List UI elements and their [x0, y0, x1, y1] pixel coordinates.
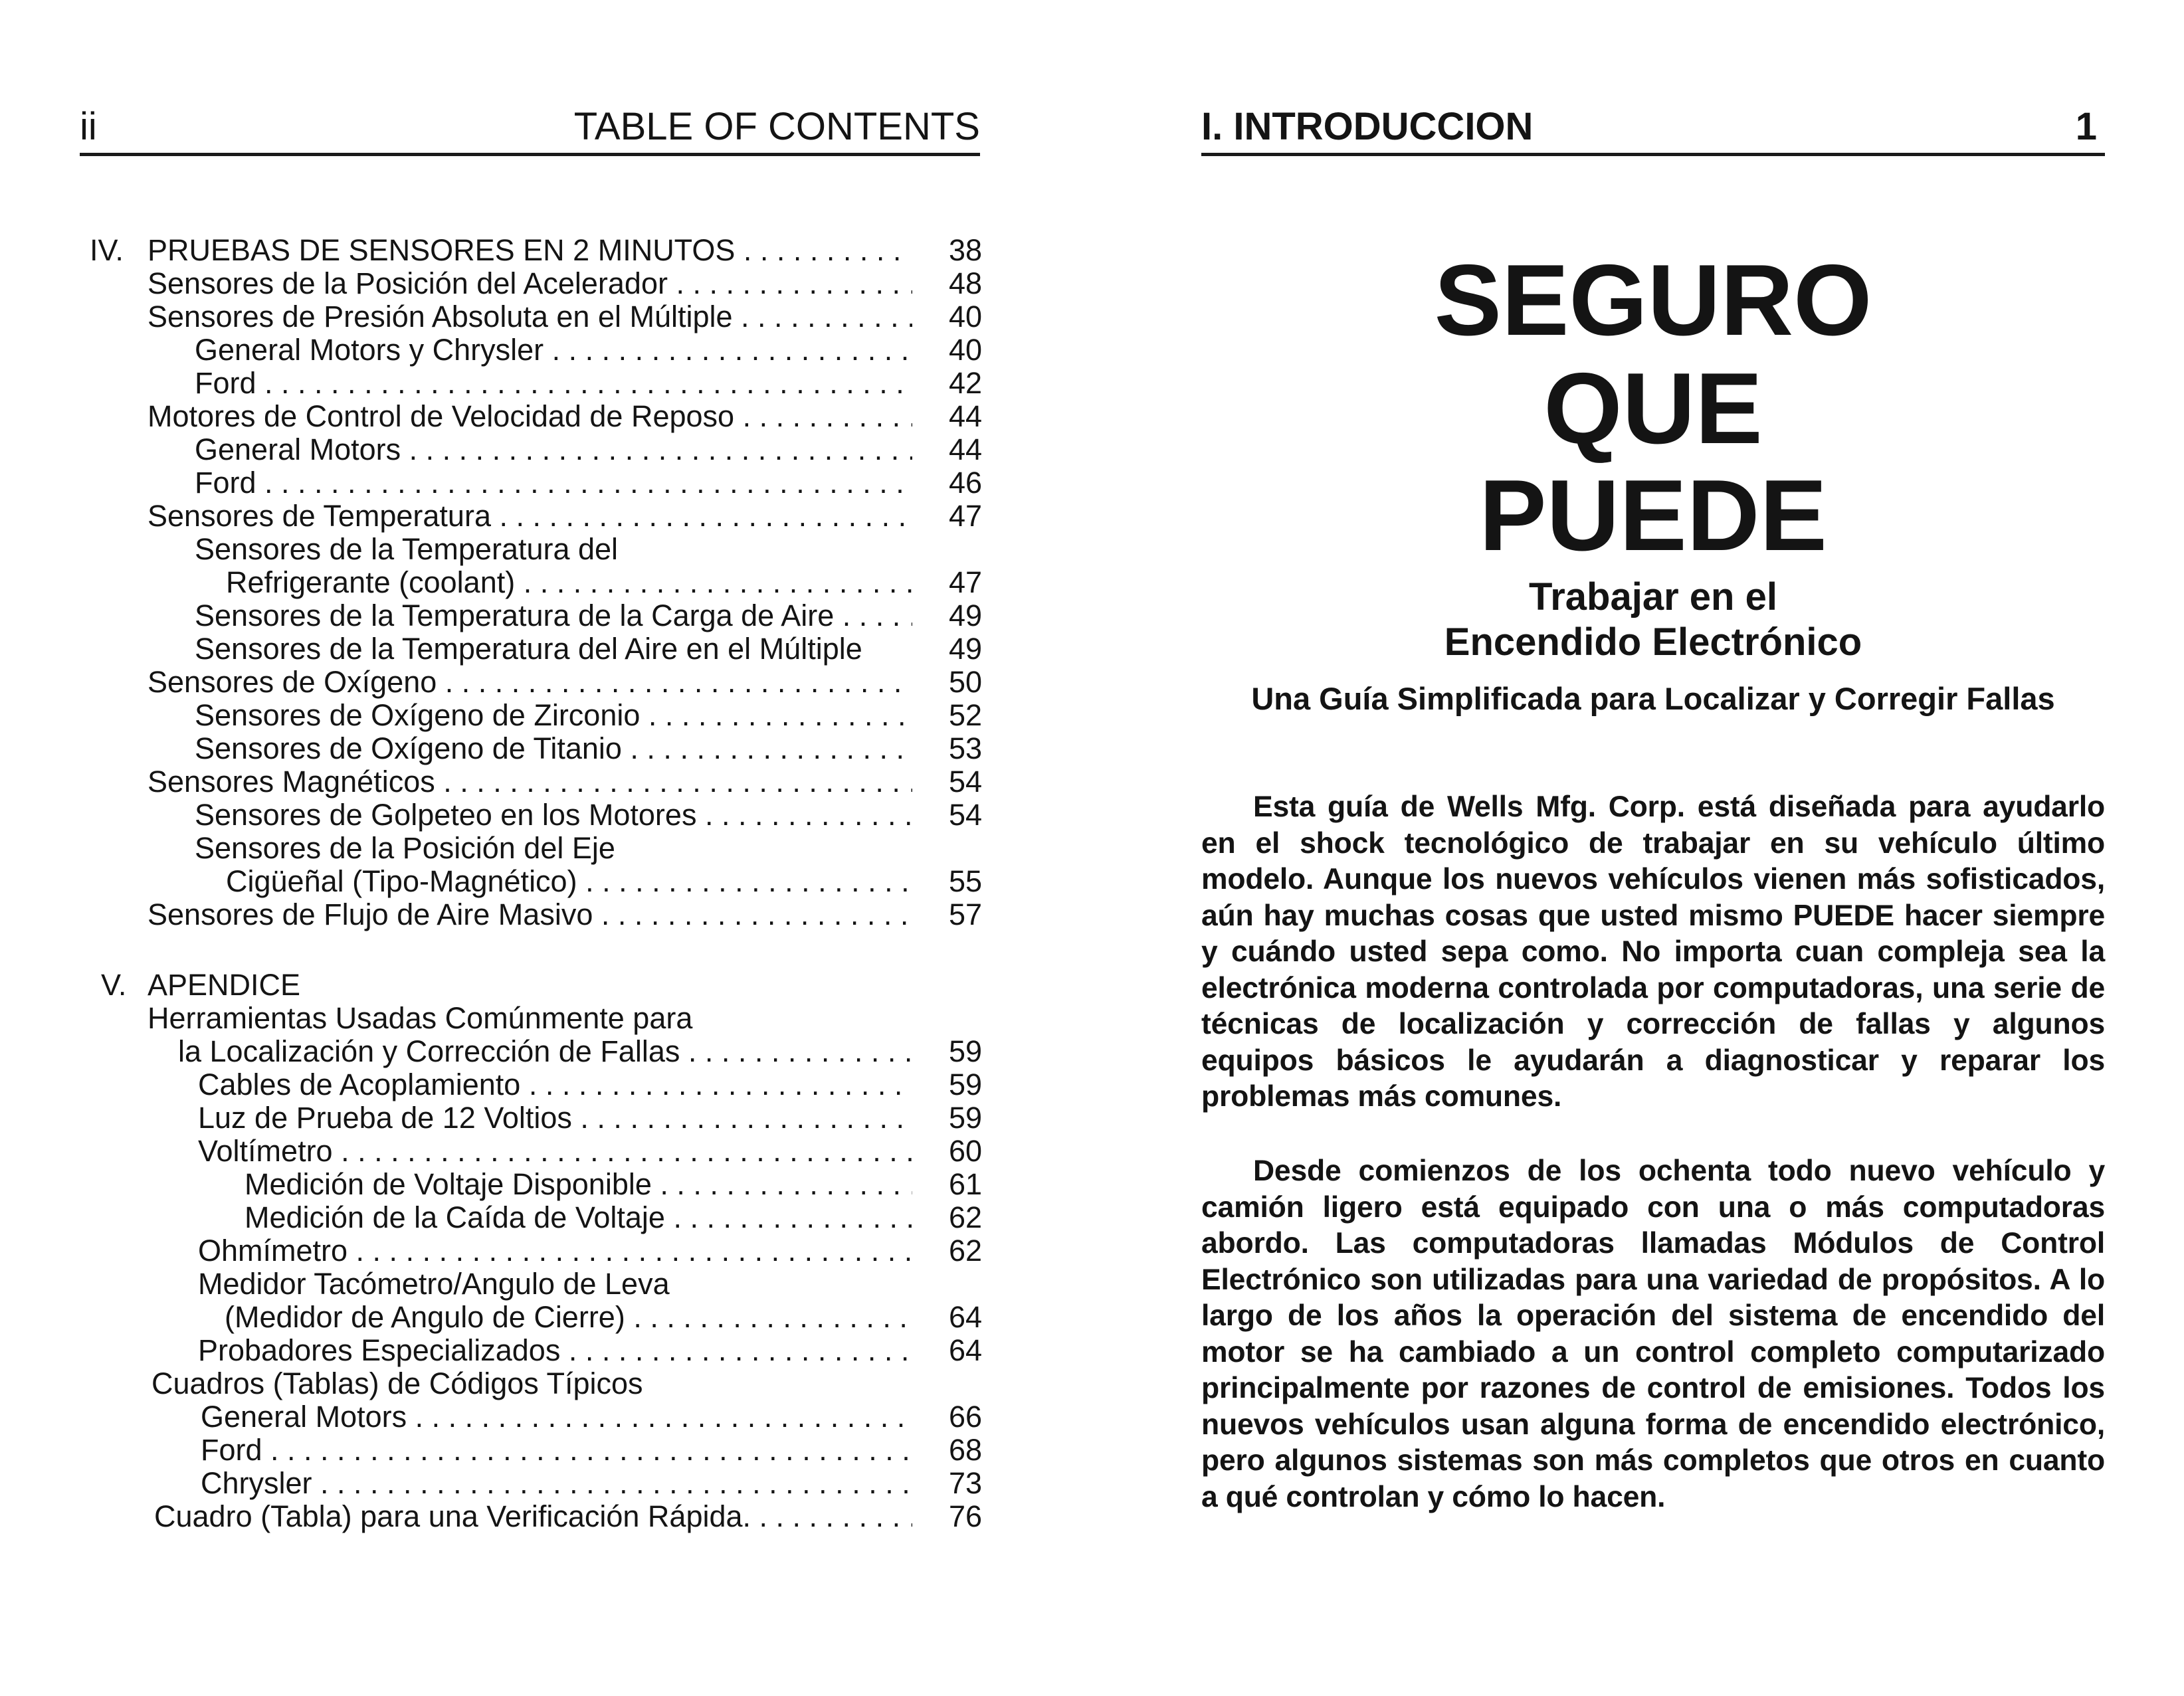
toc-entry-text: Sensores de Temperatura . . . — [148, 500, 912, 533]
toc-entry-text: Sensores de Oxígeno de Zirconio . . . — [195, 699, 912, 732]
right-page-number: 1 — [2075, 105, 2097, 148]
toc-entry — [225, 1301, 982, 1334]
toc-entry-text: la Localización y Corrección de Fallas . . . — [178, 1035, 912, 1068]
toc-entry — [198, 1334, 982, 1367]
toc-entry-page: 38 — [948, 233, 982, 267]
toc-entry — [148, 969, 982, 1002]
toc-entry-text: Sensores de la Posición del Acelerador . . . — [148, 267, 912, 300]
toc-entry-page: 61 — [948, 1167, 982, 1201]
toc-entry-text: Sensores de Flujo de Aire Masivo . . . — [148, 898, 912, 931]
intro-paragraph: Desde comienzos de los ochenta todo nuevo vehículo y camión ligero está equipado con una o más computadoras abordo. Las computadoras llamadas Módulos de Control Electrónico son utilizadas para una variedad de propósitos. A lo largo de los años la operación del sistema de encendido del motor se ha cambiado a un control completo computarizado principalmente por razones de control de emisiones. Todos los nuevos vehículos usan alguna forma de encendido electrónico, pero algunos sistemas son más completos que otros en cuanto a qué controlan y cómo lo hacen. — [1201, 1155, 2105, 1513]
toc-entry-page: 64 — [948, 1333, 982, 1367]
toc-entry-page — [924, 832, 982, 865]
toc-entry-text: Probadores Especializados . . . — [198, 1334, 912, 1367]
toc-entry — [178, 1035, 982, 1068]
toc-entry — [195, 832, 982, 865]
toc-entry-page — [924, 1002, 982, 1035]
subtitle-line: Encendido Electrónico — [1444, 620, 1862, 664]
toc-entry-text: Sensores de Golpeteo en los Motores . . . — [195, 799, 912, 832]
toc-entry — [201, 1467, 982, 1500]
chapter-header-title: I. INTRODUCCION — [1201, 105, 1534, 148]
toc-entry-page — [924, 533, 982, 566]
toc-entry — [148, 898, 982, 931]
left-page — [0, 0, 1063, 1696]
toc-entry-text: Motores de Control de Velocidad de Reposo . . . — [148, 400, 912, 433]
toc-entry-page: 40 — [948, 333, 982, 367]
intro-paragraph: Esta guía de Wells Mfg. Corp. está diseñada para ayudarlo en el shock tecnológico de trabajar en su vehículo último modelo. Aunque los nuevos vehículos vienen más sofisticados, aún hay muchas cosas que usted mismo PUEDE hacer siempre y cuándo usted sepa como. No importa cuan compleja sea la electrónica moderna controlada por computadoras, una serie de técnicas de localización y corrección de fallas y algunos equipos básicos le ayudarán a diagnosticar y reparar los problemas más comunes. — [1201, 791, 2105, 1113]
toc-entry — [148, 1002, 982, 1035]
table-of-contents — [0, 0, 1063, 1696]
toc-entry-text: Luz de Prueba de 12 Voltios . . . — [198, 1101, 912, 1135]
toc-entry-page: 62 — [948, 1200, 982, 1234]
toc-section-number: IV. — [90, 233, 124, 267]
toc-entry — [148, 300, 982, 333]
toc-entry — [198, 1101, 982, 1135]
toc-entry-text: Cuadro (Tabla) para una Verificación Rápida. . . . — [154, 1500, 912, 1533]
toc-entry-page: 49 — [948, 599, 982, 632]
toc-entry-text: Cigüeñal (Tipo-Magnético) . . . — [226, 865, 912, 898]
toc-entry-page: 47 — [948, 499, 982, 533]
toc-entry-text: Sensores de Presión Absoluta en el Múltiple . . . — [148, 300, 912, 333]
toc-entry-page: 55 — [948, 864, 982, 898]
toc-entry — [195, 433, 982, 466]
toc-entry — [195, 533, 982, 566]
toc-entry-text: Chrysler . . . — [201, 1467, 912, 1500]
toc-entry-text: Sensores de la Temperatura del — [195, 533, 619, 566]
toc-entry-page: 50 — [948, 665, 982, 699]
toc-entry-page: 60 — [948, 1134, 982, 1168]
toc-entry-text: Ohmímetro . . . — [198, 1234, 912, 1268]
toc-entry — [151, 1367, 982, 1400]
toc-entry-page: 40 — [948, 300, 982, 333]
toc-entry — [148, 765, 982, 799]
toc-entry-page: 52 — [948, 698, 982, 732]
toc-entry-page: 57 — [948, 897, 982, 931]
toc-entry-text: PRUEBAS DE SENSORES EN 2 MINUTOS . . . — [148, 234, 912, 267]
toc-entry — [226, 566, 982, 599]
toc-entry — [226, 865, 982, 898]
title-line: PUEDE — [1479, 459, 1827, 572]
toc-entry — [195, 367, 982, 400]
toc-entry-text: Cables de Acoplamiento . . . — [198, 1068, 912, 1101]
toc-entry-text: Sensores de la Temperatura del Aire en el Múltiple — [195, 632, 862, 666]
toc-entry — [198, 1268, 982, 1301]
toc-entry-text: Cuadros (Tablas) de Códigos Típicos — [151, 1367, 643, 1400]
toc-entry-page: 49 — [948, 632, 982, 666]
toc-entry — [245, 1168, 982, 1201]
tagline: Una Guía Simplificada para Localizar y Corregir Fallas — [1251, 681, 2055, 716]
toc-entry — [154, 1500, 982, 1533]
toc-entry-page: 66 — [948, 1400, 982, 1434]
toc-header-title: TABLE OF CONTENTS — [573, 105, 980, 148]
toc-entry-page: 59 — [948, 1101, 982, 1135]
toc-entry-page: 59 — [948, 1068, 982, 1101]
toc-entry-text: Herramientas Usadas Comúnmente para — [148, 1002, 693, 1035]
toc-entry-text: Sensores Magnéticos . . . — [148, 765, 912, 799]
toc-entry-text: General Motors y Chrysler . . . — [195, 333, 912, 367]
toc-entry — [245, 1201, 982, 1234]
toc-entry — [198, 1068, 982, 1101]
toc-entry-page: 42 — [948, 366, 982, 400]
toc-entry-text: (Medidor de Angulo de Cierre) . . . — [225, 1301, 912, 1334]
toc-entry-page: 68 — [948, 1433, 982, 1467]
left-page-number: ii — [80, 105, 97, 148]
toc-entry-text: Sensores de Oxígeno de Titanio . . . — [195, 732, 912, 765]
toc-entry-page — [924, 1268, 982, 1301]
toc-entry-page — [924, 1367, 982, 1400]
toc-entry — [195, 632, 982, 666]
toc-entry-text: Sensores de la Temperatura de la Carga de Aire . . . — [195, 599, 912, 632]
toc-entry-text: Ford . . . — [201, 1434, 912, 1467]
toc-entry-page: 62 — [948, 1234, 982, 1268]
toc-entry — [148, 234, 982, 267]
toc-entry — [148, 500, 982, 533]
toc-entry-text: Ford . . . — [195, 367, 912, 400]
toc-entry — [195, 333, 982, 367]
toc-entry — [148, 666, 982, 699]
toc-entry — [195, 699, 982, 732]
toc-entry — [201, 1400, 982, 1434]
toc-entry-page — [924, 969, 982, 1002]
toc-section-number: V. — [101, 968, 127, 1002]
toc-entry-page: 47 — [948, 565, 982, 599]
toc-entry-page: 54 — [948, 798, 982, 832]
toc-entry-page: 53 — [948, 731, 982, 765]
toc-entry-page: 76 — [948, 1499, 982, 1533]
toc-entry-text: Sensores de la Posición del Eje — [195, 832, 615, 865]
toc-entry — [148, 267, 982, 300]
toc-entry — [148, 400, 982, 433]
toc-entry-text: Voltímetro . . . — [198, 1135, 912, 1168]
toc-entry — [195, 466, 982, 500]
toc-entry-page: 44 — [948, 432, 982, 466]
toc-entry-page: 44 — [948, 399, 982, 433]
toc-entry-page: 64 — [948, 1300, 982, 1334]
toc-entry-text: Refrigerante (coolant) . . . — [226, 566, 912, 599]
toc-entry-text: Medidor Tacómetro/Angulo de Leva — [198, 1268, 670, 1301]
toc-entry-text: APENDICE — [148, 969, 301, 1002]
toc-entry-page: 73 — [948, 1466, 982, 1500]
toc-entry-text: General Motors . . . — [195, 433, 912, 466]
toc-entry-text: Medición de Voltaje Disponible . . . — [245, 1168, 912, 1201]
toc-entry-page: 46 — [948, 466, 982, 500]
toc-entry — [201, 1434, 982, 1467]
toc-entry-page: 48 — [948, 266, 982, 300]
right-page — [1063, 0, 2184, 1696]
toc-entry-page: 54 — [948, 765, 982, 799]
toc-entry-text: Sensores de Oxígeno . . . — [148, 666, 912, 699]
toc-entry-text: General Motors . . . — [201, 1400, 912, 1434]
toc-entry — [198, 1234, 982, 1268]
toc-entry — [198, 1135, 982, 1168]
title-line: SEGURO — [1434, 244, 1872, 357]
subtitle-line: Trabajar en el — [1529, 575, 1777, 618]
right-running-head — [1201, 93, 2105, 156]
toc-entry — [195, 732, 982, 765]
toc-entry-text: Medición de la Caída de Voltaje . . . — [245, 1201, 912, 1234]
toc-entry-page: 59 — [948, 1034, 982, 1068]
toc-entry-text: Ford . . . — [195, 466, 912, 500]
title-line: QUE — [1543, 352, 1763, 465]
toc-entry — [195, 599, 982, 632]
toc-entry — [195, 799, 982, 832]
